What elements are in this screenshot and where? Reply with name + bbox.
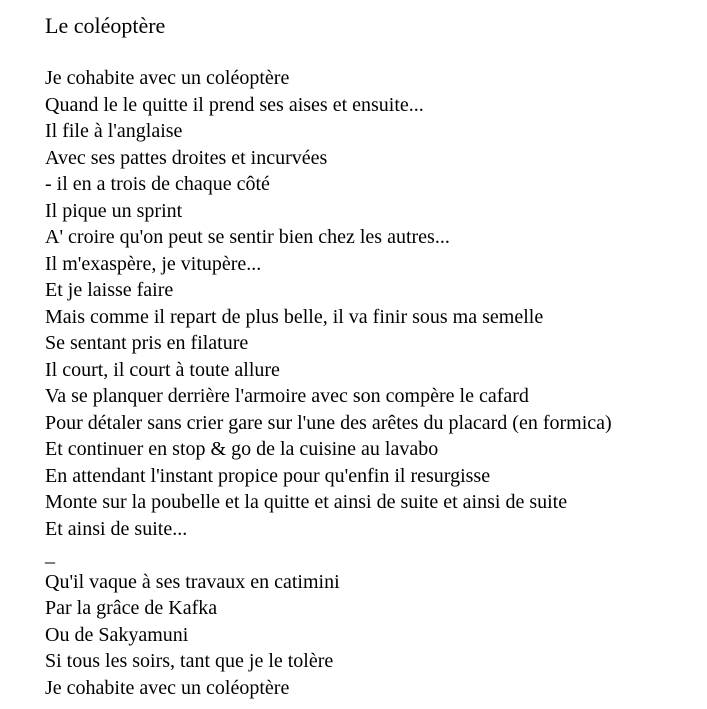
stanza-2 (45, 569, 707, 702)
poem-line: Se sentant pris en filature (45, 332, 249, 354)
poem-line: Il file à l'anglaise (45, 120, 183, 142)
poem-line: - il en a trois de chaque côté (45, 173, 270, 195)
poem-line: Je cohabite avec un coléoptère (45, 676, 290, 699)
poem-line: Pour détaler sans crier gare sur l'une des arêtes du placard (en formica) (45, 411, 612, 434)
poem-line: Si tous les soirs, tant que je le tolère (45, 650, 334, 672)
poem-line: En attendant l'instant propice pour qu'enfin il resurgisse (45, 464, 491, 487)
poem-line: Par la grâce de Kafka (45, 597, 218, 619)
poem-line: Il m'exaspère, je vitupère... (45, 252, 262, 275)
poem-line: Quand le le quitte il prend ses aises et ensuite... (45, 93, 424, 116)
poem-line: Et ainsi de suite... (45, 517, 188, 540)
poem-line: Qu'il vaque à ses travaux en catimini (45, 570, 340, 593)
poem-line: Avec ses pattes droites et incurvées (45, 146, 328, 169)
poem-line: A' croire qu'on peut se sentir bien chez les autres... (45, 226, 450, 248)
poem-line: Et continuer en stop & go de la cuisine au lavabo (45, 438, 439, 460)
poem-title: Le coléoptère (45, 13, 166, 38)
stanza-separator: _ (45, 544, 55, 566)
poem-line: Va se planquer derrière l'armoire avec son compère le cafard (45, 385, 529, 407)
poem (45, 9, 707, 701)
stanza-1 (45, 65, 707, 542)
poem-line: Monte sur la poubelle et la quitte et ainsi de suite et ainsi de suite (45, 491, 568, 513)
poem-line: Je cohabite avec un coléoptère (45, 67, 290, 89)
poem-line: Ou de Sakyamuni (45, 623, 189, 646)
poem-line: Il court, il court à toute allure (45, 358, 280, 381)
poem-line: Il pique un sprint (45, 199, 183, 222)
poem-line: Et je laisse faire (45, 279, 174, 301)
poem-line: Mais comme il repart de plus belle, il va finir sous ma semelle (45, 305, 544, 328)
